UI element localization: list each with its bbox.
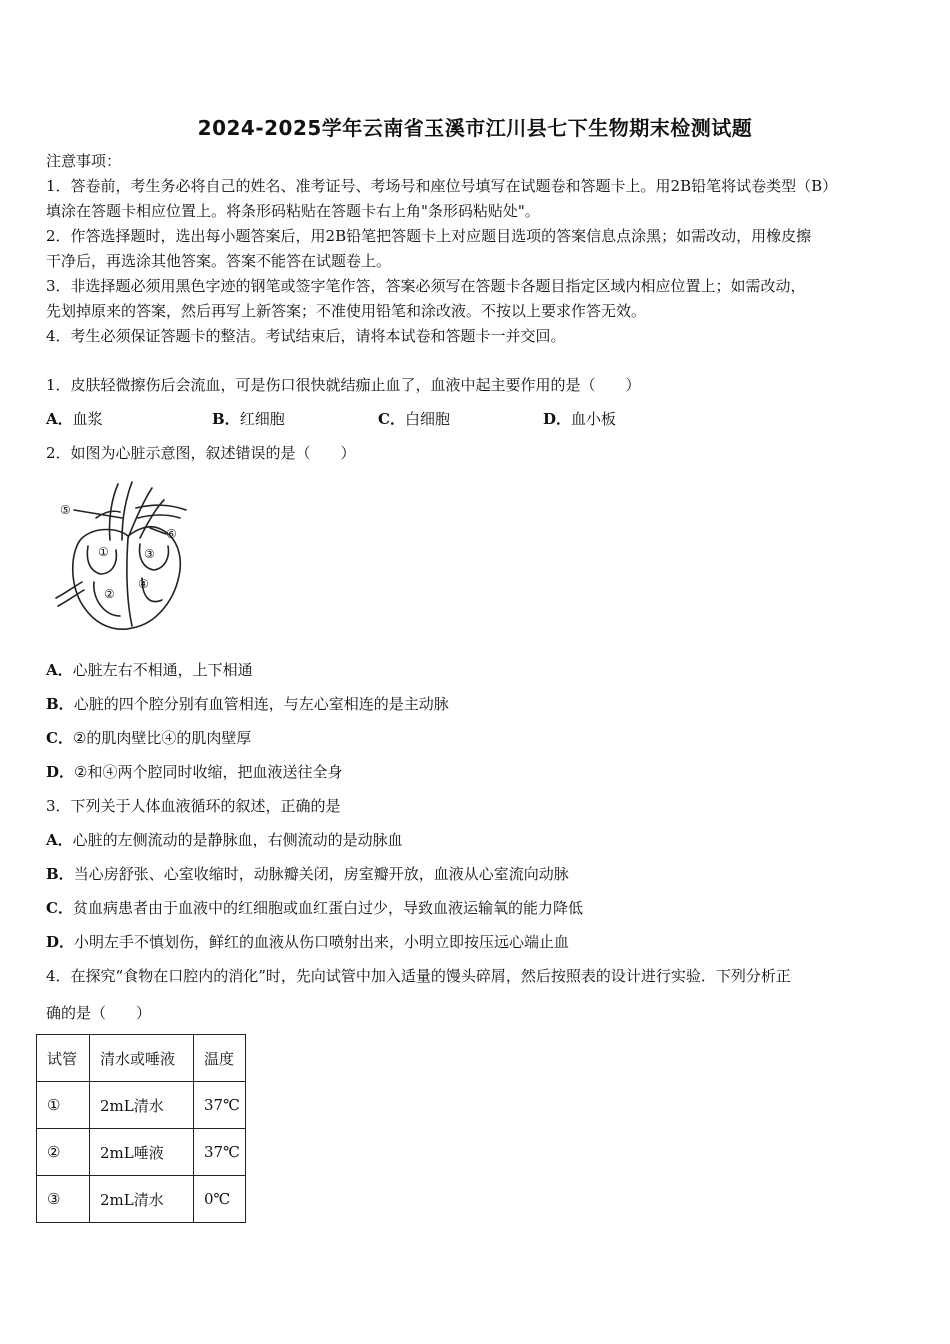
septum — [127, 538, 132, 626]
option-text: 心脏的四个腔分别有血管相连，与左心室相连的是主动脉 — [73, 695, 449, 713]
page-title: 2024-2025学年云南省玉溪市江川县七下生物期末检测试题 — [197, 116, 753, 140]
experiment-table — [36, 1034, 246, 1223]
table-cell: ② — [37, 1129, 90, 1176]
question-stem: 2．如图为心脏示意图，叙述错误的是（ ） — [46, 444, 356, 462]
notice-heading: 注意事项： — [46, 152, 122, 170]
option-letter: C． — [46, 899, 73, 917]
table-cell: ① — [37, 1082, 90, 1129]
option-letter: C． — [46, 729, 73, 747]
table-cell: ③ — [37, 1176, 90, 1223]
option-text: ②和④两个腔同时收缩，把血液送往全身 — [74, 763, 343, 781]
option-b — [46, 864, 569, 884]
question-stem: 1．皮肤轻微擦伤后会流血，可是伤口很快就结痂止血了，血液中起主要作用的是（ ） — [46, 376, 641, 394]
notice-line: 填涂在答题卡相应位置上。将条形码粘贴在答题卡右上角"条形码粘贴处"。 — [46, 202, 540, 220]
label-5: ⑤ — [60, 503, 71, 517]
table-row — [37, 1129, 246, 1176]
option-a — [46, 830, 403, 850]
option-text: 白细胞 — [404, 410, 450, 428]
option-letter: C． — [378, 410, 405, 428]
option-letter: D． — [543, 410, 572, 428]
table-cell: 2mL清水 — [90, 1082, 194, 1129]
option-text: ②的肌肉壁比④的肌肉壁厚 — [72, 729, 252, 747]
option-text: 红细胞 — [239, 410, 285, 428]
table-header-cell: 清水或唾液 — [90, 1035, 194, 1082]
table-row — [37, 1082, 246, 1129]
vessel — [138, 515, 180, 518]
vessel — [136, 505, 186, 510]
option-c — [46, 898, 583, 918]
option-text: 小明左手不慎划伤，鲜红的血液从伤口喷射出来，小明立即按压远心端止血 — [74, 933, 570, 951]
option-text: 血浆 — [72, 410, 103, 428]
notice-line: 1．答卷前，考生务必将自己的姓名、准考证号、考场号和座位号填写在试题卷和答题卡上。用2B铅笔将试卷类型（B） — [46, 177, 838, 195]
notice-line: 3．非选择题必须用黑色字迹的钢笔或签字笔作答，答案必须写在答题卡各题目指定区域内相应位置上；如需改动， — [46, 277, 806, 295]
notice-line: 4．考生必须保证答题卡的整洁。考试结束后，请将本试卷和答题卡一并交回。 — [46, 327, 566, 345]
question-stem-continued: 确的是（ ） — [46, 1004, 152, 1022]
table-cell: 2mL唾液 — [90, 1129, 194, 1176]
option-b — [212, 409, 285, 429]
option-letter: D． — [46, 763, 75, 781]
option-letter: B． — [212, 410, 240, 428]
table-header-row — [37, 1035, 246, 1082]
label-1: ① — [98, 545, 109, 559]
option-d — [46, 762, 342, 782]
option-letter: B． — [46, 695, 74, 713]
table-header-cell: 温度 — [194, 1035, 246, 1082]
option-a — [46, 660, 253, 680]
notice-line: 干净后，再选涂其他答案。答案不能答在试题卷上。 — [46, 252, 392, 270]
option-letter: A． — [46, 661, 73, 679]
question-stem: 4．在探究“食物在口腔内的消化”时，先向试管中加入适量的馒头碎屑，然后按照表的设计进行实验．下列分析正 — [46, 967, 791, 985]
table-header-cell: 试管 — [37, 1035, 90, 1082]
table-cell: 0℃ — [194, 1176, 246, 1223]
option-d — [46, 932, 569, 952]
option-c — [378, 409, 450, 429]
table-cell: 2mL清水 — [90, 1176, 194, 1223]
option-letter: A． — [46, 410, 73, 428]
label-3: ③ — [144, 547, 155, 561]
option-text: 心脏的左侧流动的是静脉血，右侧流动的是动脉血 — [72, 831, 403, 849]
option-letter: B． — [46, 865, 74, 883]
option-b — [46, 694, 449, 714]
option-letter: D． — [46, 933, 75, 951]
table-cell: 37℃ — [194, 1082, 246, 1129]
vessel — [128, 488, 152, 538]
option-text: 贫血病患者由于血液中的红细胞或血红蛋白过少，导致血液运输氧的能力降低 — [72, 899, 583, 917]
option-letter: A． — [46, 831, 73, 849]
option-text: 心脏左右不相通，上下相通 — [72, 661, 253, 679]
heart-diagram — [52, 478, 192, 634]
notice-line: 2．作答选择题时，选出每小题答案后，用2B铅笔把答题卡上对应题目选项的答案信息点涂黑；如需改动，用橡皮擦 — [46, 227, 812, 245]
option-a — [46, 409, 103, 429]
table-cell: 37℃ — [194, 1129, 246, 1176]
notice-line: 先划掉原来的答案，然后再写上新答案；不准使用铅笔和涂改液。不按以上要求作答无效。 — [46, 302, 647, 320]
question-stem: 3．下列关于人体血液循环的叙述，正确的是 — [46, 797, 341, 815]
table-row — [37, 1176, 246, 1223]
label-4: ④ — [138, 577, 149, 591]
label-2: ② — [104, 587, 115, 601]
vessel — [58, 590, 84, 606]
option-text: 血小板 — [571, 410, 617, 428]
option-d — [543, 409, 616, 429]
option-text: 当心房舒张、心室收缩时，动脉瓣关闭，房室瓣开放，血液从心室流向动脉 — [73, 865, 569, 883]
label-6: ⑥ — [166, 527, 177, 541]
option-c — [46, 728, 251, 748]
